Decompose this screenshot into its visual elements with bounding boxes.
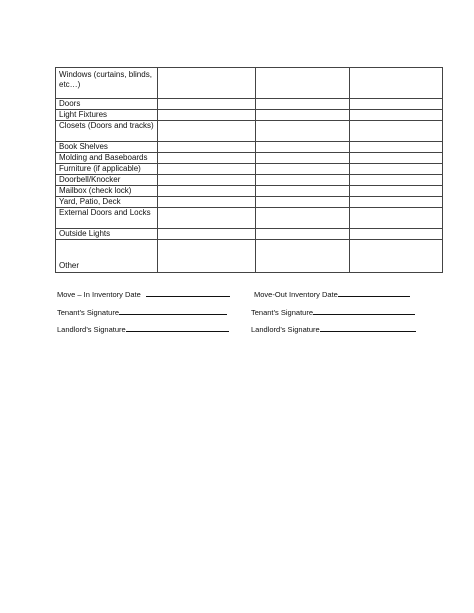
tenant-signature-label: Tenant’s Signature (57, 308, 119, 317)
item-cell: Yard, Patio, Deck (56, 197, 158, 208)
tenant-signature-field[interactable] (313, 307, 415, 315)
move-out-date-label: Move-Out Inventory Date (254, 290, 338, 299)
condition-cell[interactable] (256, 164, 350, 175)
table-row (56, 175, 443, 186)
condition-cell[interactable] (256, 110, 350, 121)
condition-cell[interactable] (256, 240, 350, 273)
landlord-signature-line-right (251, 324, 416, 335)
condition-cell[interactable] (256, 121, 350, 142)
condition-cell[interactable] (158, 229, 256, 240)
condition-cell[interactable] (256, 208, 350, 229)
item-cell: Closets (Doors and tracks) (56, 121, 158, 142)
item-cell: External Doors and Locks (56, 208, 158, 229)
table-row (56, 197, 443, 208)
condition-cell[interactable] (256, 68, 350, 99)
table-row (56, 164, 443, 175)
item-cell: Furniture (if applicable) (56, 164, 158, 175)
table-row (56, 121, 443, 142)
condition-cell[interactable] (350, 229, 443, 240)
condition-cell[interactable] (350, 99, 443, 110)
condition-cell[interactable] (350, 121, 443, 142)
condition-cell[interactable] (158, 175, 256, 186)
condition-cell[interactable] (158, 208, 256, 229)
table-row (56, 142, 443, 153)
condition-cell[interactable] (256, 229, 350, 240)
landlord-signature-field[interactable] (320, 324, 416, 332)
condition-cell[interactable] (158, 110, 256, 121)
condition-cell[interactable] (158, 164, 256, 175)
condition-cell[interactable] (158, 186, 256, 197)
condition-cell[interactable] (350, 153, 443, 164)
item-cell: Mailbox (check lock) (56, 186, 158, 197)
condition-cell[interactable] (158, 99, 256, 110)
condition-cell[interactable] (256, 197, 350, 208)
move-in-date-line (57, 289, 230, 300)
condition-cell[interactable] (350, 110, 443, 121)
condition-cell[interactable] (158, 197, 256, 208)
landlord-signature-label: Landlord’s Signature (251, 325, 320, 334)
condition-cell[interactable] (350, 197, 443, 208)
landlord-signature-line-left (57, 324, 229, 335)
item-cell: Book Shelves (56, 142, 158, 153)
tenant-signature-label: Tenant’s Signature (251, 308, 313, 317)
move-in-date-field[interactable] (146, 289, 230, 297)
condition-cell[interactable] (350, 186, 443, 197)
table-row (56, 99, 443, 110)
condition-cell[interactable] (158, 142, 256, 153)
table-row (56, 229, 443, 240)
table-row (56, 208, 443, 229)
condition-cell[interactable] (158, 240, 256, 273)
item-cell: Outside Lights (56, 229, 158, 240)
table-row (56, 186, 443, 197)
condition-cell[interactable] (256, 99, 350, 110)
item-cell: Molding and Baseboards (56, 153, 158, 164)
tenant-signature-line-left (57, 307, 227, 318)
move-in-date-label: Move – In Inventory Date (57, 290, 141, 299)
condition-cell[interactable] (158, 68, 256, 99)
tenant-signature-field[interactable] (119, 307, 227, 315)
condition-cell[interactable] (158, 121, 256, 142)
inventory-table (55, 67, 443, 273)
item-cell: Windows (curtains, blinds, etc…) (56, 68, 158, 99)
move-out-date-line (254, 289, 410, 300)
table-row (56, 110, 443, 121)
condition-cell[interactable] (350, 68, 443, 99)
landlord-signature-field[interactable] (126, 324, 229, 332)
move-out-date-field[interactable] (338, 289, 410, 297)
item-cell: Other (56, 240, 158, 273)
condition-cell[interactable] (256, 186, 350, 197)
condition-cell[interactable] (350, 164, 443, 175)
table-row (56, 153, 443, 164)
landlord-signature-label: Landlord’s Signature (57, 325, 126, 334)
condition-cell[interactable] (350, 175, 443, 186)
condition-cell[interactable] (350, 240, 443, 273)
condition-cell[interactable] (350, 142, 443, 153)
item-cell: Doors (56, 99, 158, 110)
item-cell: Light Fixtures (56, 110, 158, 121)
table-row (56, 240, 443, 273)
condition-cell[interactable] (256, 175, 350, 186)
condition-cell[interactable] (158, 153, 256, 164)
condition-cell[interactable] (256, 153, 350, 164)
item-cell: Doorbell/Knocker (56, 175, 158, 186)
tenant-signature-line-right (251, 307, 415, 318)
table-row (56, 68, 443, 99)
condition-cell[interactable] (350, 208, 443, 229)
condition-cell[interactable] (256, 142, 350, 153)
